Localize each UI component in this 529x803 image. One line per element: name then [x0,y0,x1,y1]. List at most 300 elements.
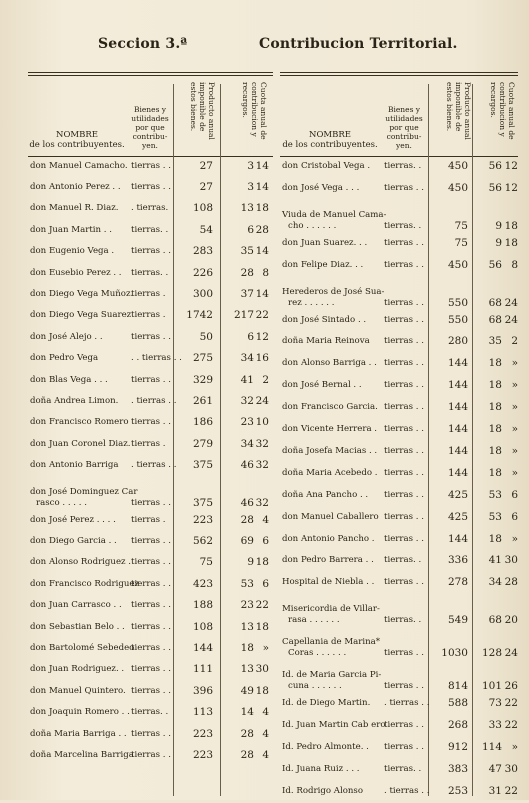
contributor-name: don Juan Suarez. . . [282,237,368,248]
annual-product: 814 [447,680,468,693]
quota-maravedis: 18 [255,556,269,569]
contributor-name: don Alonso Barriga . . [282,358,377,369]
name-column-header [28,130,126,150]
quota-reales: 23 [240,416,254,429]
contributor-name: don Manuel Quintero. [30,685,126,696]
annual-product: 75 [199,556,213,569]
table-row [280,233,518,255]
contributor-name: don José Perez . . . . [30,514,116,525]
table-row [28,306,273,327]
table-row [28,199,273,220]
section-title: Seccion 3.ª [98,36,188,52]
property-type: . . tierras . . [131,353,182,364]
property-type: tierras. . [384,555,422,566]
contributor-name: Id. Pedro Almonte. . [282,742,369,753]
quota-reales: 217 [233,309,254,322]
quota-reales: 68 [488,296,502,309]
property-type: tierras . . [384,577,424,588]
table-row [28,156,273,177]
quota-reales: 18 [488,379,502,392]
bienes-line: yen. [142,141,158,150]
annual-product: 278 [447,576,468,589]
table-row [280,353,518,375]
name-header-text: NOMBRE [56,130,98,140]
quota-maravedis: 30 [504,762,518,775]
bienes-line: Bienes y [387,105,421,114]
table-row [280,693,518,715]
quota-maravedis: 18 [504,219,518,232]
annual-product: 450 [447,258,468,271]
bienes-line: contribu- [132,132,168,141]
quota-reales: 101 [481,680,502,693]
quota-reales: 56 [488,258,502,271]
contributor-name: don Joaquin Romero . . [30,707,130,718]
cuota-column-header: Cuota anual de contribucion y recargos. [489,82,516,140]
bienes-column-header [128,105,172,150]
contributor-name: don José Vega . . . [282,182,360,193]
name-header-sub: de los contribuyentes. [29,140,125,150]
quota-maravedis: 4 [262,749,269,762]
contributor-name: doña Marcelina Barriga [30,750,134,761]
quota-maravedis: 24 [255,395,269,408]
property-type: tierras . . [384,742,424,753]
quota-maravedis: 14 [255,181,269,194]
quota-reales: 18 [488,423,502,436]
quota-reales: 6 [247,330,254,343]
property-type: tierras . . [384,237,424,248]
quota-maravedis: » [511,741,518,754]
quota-maravedis: 22 [504,719,518,732]
quota-reales: 37 [240,288,254,301]
bienes-line: por que [135,123,165,132]
quota-reales: 41 [488,554,502,567]
quota-maravedis: 4 [262,727,269,740]
quota-reales: 53 [488,510,502,523]
quota-maravedis: 20 [504,614,518,627]
property-type: tierras. . [384,220,422,231]
table-row [280,200,518,233]
annual-product: 329 [192,373,213,386]
contributor-name: don Manuel R. Diaz. [30,203,119,214]
annual-product: 75 [454,236,468,249]
property-type: tierras . . [384,681,424,692]
annual-product: 275 [192,352,213,365]
property-type: tierras . . [384,297,424,308]
name-header-sub: de los contribuyentes. [282,140,378,150]
quota-reales: 18 [488,401,502,414]
property-type: tierras . . [131,621,171,632]
quota-reales: 23 [240,599,254,612]
contributor-name: doña Andrea Limon. [30,396,119,407]
property-type: tierras . . [384,402,424,413]
quota-maravedis: 12 [255,330,269,343]
quota-reales: 28 [240,266,254,279]
annual-product: 375 [192,497,213,509]
quota-reales: 69 [240,535,254,548]
table-row [28,553,273,574]
bienes-column-header [382,105,426,150]
quota-maravedis: 12 [504,181,518,194]
contributor-name-continued: cuna . . . . . . [288,681,342,692]
quota-reales: 41 [240,373,254,386]
annual-product: 144 [447,423,468,436]
property-type: . tierras. [131,203,169,214]
quota-maravedis: 16 [255,352,269,365]
annual-product: 268 [447,719,468,732]
table-row [280,178,518,200]
table-row [280,551,518,573]
annual-product: 450 [447,181,468,194]
table-row [28,724,273,745]
property-type: tierras . [131,289,166,300]
quota-reales: 35 [240,245,254,258]
table-row [28,703,273,724]
contributor-name: Herederos de José Sua- [282,286,385,297]
quota-reales: 53 [488,488,502,501]
table-row [280,781,518,803]
quota-reales: 9 [495,236,502,249]
property-type: tierras . . [384,533,424,544]
quota-maravedis: 14 [255,288,269,301]
annual-product: 144 [447,357,468,370]
quota-maravedis: 22 [255,309,269,322]
contributor-name: don Antonio Pancho . [282,533,375,544]
table-row [28,263,273,284]
property-type: tierras . . [384,467,424,478]
contributor-name: don Pedro Vega [30,353,99,364]
property-type: tierras . . [384,314,424,325]
quota-reales: 68 [488,313,502,326]
producto-column-header: Producto anual imponible de estos bienes. [189,82,216,140]
table-row [28,434,273,455]
contributor-name: don Juan Rodriguez. . [30,664,125,675]
property-type: tierras. . [384,615,422,626]
quota-maravedis: 6 [262,577,269,590]
quota-maravedis: 6 [511,510,518,523]
quota-maravedis: 2 [262,373,269,386]
quota-reales: 35 [488,335,502,348]
contributor-name: don Eusebio Perez . . [30,267,122,278]
property-type: tierras. . [131,224,169,235]
annual-product: 27 [199,181,213,194]
quota-reales: 46 [240,459,254,472]
table-row [280,156,518,178]
top-rule [28,72,273,73]
table-row [280,627,518,660]
annual-product: 253 [447,784,468,797]
contributor-name: doña Maria Reinova [282,336,370,347]
quota-maravedis: 26 [504,680,518,693]
quota-reales: 18 [488,532,502,545]
table-row [280,507,518,529]
contributor-name: doña Maria Acebedo . [282,467,378,478]
property-type: tierras . . [131,331,171,342]
table-row [28,617,273,638]
annual-product: 280 [447,335,468,348]
bienes-line: por que [389,123,419,132]
table-row [28,477,273,510]
table-row [280,375,518,397]
annual-product: 108 [192,202,213,215]
contributor-name: Viuda de Manuel Cama- [282,209,387,220]
contributor-name: don Felipe Diaz. . . [282,259,364,270]
quota-reales: 13 [240,620,254,633]
quota-reales: 6 [247,223,254,236]
quota-maravedis: 22 [255,599,269,612]
annual-product: 50 [199,330,213,343]
property-type: tierras . . [131,728,171,739]
table-row [28,242,273,263]
property-type: . tierras . . [384,698,430,709]
contributor-name: don José Alejo . . [30,331,103,342]
column-headers [28,78,273,157]
property-type: tierras . . [131,374,171,385]
annual-product: 144 [447,466,468,479]
contributor-name: Id. Juana Ruiz . . . [282,763,360,774]
property-type: tierras . . [131,182,171,193]
contributor-name: don Antonio Barriga [30,460,119,471]
quota-maravedis: 24 [504,313,518,326]
quota-reales: 56 [488,181,502,194]
quota-maravedis: 22 [504,784,518,797]
annual-product: 562 [192,535,213,548]
contributor-name-continued: rasco . . . . . [36,498,87,508]
property-type: tierras . . [384,489,424,500]
property-type: tierras . . [384,259,424,270]
table-row [28,370,273,391]
bienes-line: Bienes y [133,105,167,114]
property-type: tierras . . [131,417,171,428]
table-row [28,531,273,552]
quota-reales: 34 [240,437,254,450]
quota-reales: 73 [488,697,502,710]
table-row [28,284,273,305]
contributor-name: doña Josefa Macias . . [282,445,378,456]
property-type: tierras . . [131,557,171,568]
annual-product: 423 [192,577,213,590]
annual-product: 144 [447,379,468,392]
annual-product: 226 [192,266,213,279]
annual-product: 375 [192,459,213,472]
contributor-name: don Juan Martin . . [30,224,113,235]
quota-maravedis: 12 [504,159,518,172]
quota-maravedis: 24 [504,647,518,660]
annual-product: 1742 [186,309,213,322]
quota-maravedis: 6 [511,488,518,501]
contributor-name: don Eugenio Vega . [30,246,115,257]
annual-product: 1030 [441,647,468,660]
contributor-name: Id. de Diego Martin. [282,698,371,709]
annual-product: 912 [447,741,468,754]
contributor-name: don Diego Vega Muñoz. [30,289,134,300]
contributor-name: Id. de Maria Garcia Pi- [282,670,382,681]
table-row [280,572,518,594]
property-type: tierras. . [384,763,422,774]
quota-reales: 28 [240,727,254,740]
quota-maravedis: 6 [262,535,269,548]
table-row [28,638,273,659]
contributor-name: don Diego Vega Suarez [30,310,132,321]
property-type: . tierras . . [131,460,177,471]
annual-product: 54 [199,223,213,236]
contributor-name: don Francisco Garcia. [282,402,378,413]
name-header-text: NOMBRE [309,130,351,140]
property-type: tierras. . [384,160,422,171]
property-type: tierras . . [384,182,424,193]
contributor-name: don Juan Carrasco . . [30,600,122,611]
contributor-name: Hospital de Niebla . . [282,577,375,588]
property-type: tierras . [131,438,166,449]
contributor-name: doña Maria Barriga . . [30,728,127,739]
table-row [28,349,273,370]
quota-maravedis: 32 [255,437,269,450]
property-type: . tierras . . [384,785,430,796]
bienes-line: contribu- [386,132,422,141]
annual-product: 223 [192,513,213,526]
annual-product: 144 [447,444,468,457]
quota-reales: 28 [240,513,254,526]
contributor-name: Capellania de Marina* [282,637,381,648]
property-type: tierras . . [131,750,171,761]
annual-product: 588 [447,697,468,710]
bienes-line: utilidades [385,114,423,123]
quota-reales: 28 [240,749,254,762]
quota-maravedis: 18 [255,202,269,215]
quota-reales: 32 [240,395,254,408]
table-row [280,529,518,551]
quota-maravedis: 28 [255,223,269,236]
property-type: tierras . . [131,246,171,257]
quota-reales: 13 [240,202,254,215]
property-type: tierras . . [384,445,424,456]
contributor-name: don José Sintado . . [282,314,367,325]
property-type: tierras . . [131,498,171,508]
quota-reales: 9 [495,219,502,232]
table-row [28,456,273,477]
table-row [280,397,518,419]
table-row [280,332,518,354]
table-row [28,413,273,434]
annual-product: 550 [447,313,468,326]
table-row [280,419,518,441]
table-row [28,220,273,241]
quota-reales: 3 [247,159,254,172]
contributor-name: don Cristobal Vega . [282,160,371,171]
property-type: tierras . . [131,536,171,547]
table-row [28,596,273,617]
contributor-name: Id. Juan Martin Cab ero [282,720,386,731]
contributor-name: don Bartolomé Sebedeo [30,643,135,654]
quota-maravedis: 32 [255,459,269,472]
contributor-name: don Sebastian Belo . . [30,621,125,632]
table-row [28,391,273,412]
table-row [280,277,518,310]
quota-maravedis: 18 [255,684,269,697]
annual-product: 144 [447,532,468,545]
contributor-name: don Manuel Caballero [282,511,379,522]
annual-product: 261 [192,395,213,408]
contributor-name: don Francisco Rodriguez [30,578,140,589]
annual-product: 113 [192,706,213,719]
table-row [28,177,273,198]
quota-reales: 9 [247,556,254,569]
quota-reales: 18 [488,357,502,370]
quota-reales: 18 [488,444,502,457]
quota-maravedis: 32 [255,497,269,509]
table-row [28,681,273,702]
contributor-name: don Manuel Camacho. [30,160,128,171]
annual-product: 223 [192,727,213,740]
annual-product: 336 [447,554,468,567]
property-type: tierras . . [384,336,424,347]
annual-product: 396 [192,684,213,697]
quota-maravedis: 18 [504,236,518,249]
annual-product: 425 [447,510,468,523]
quota-reales: 18 [488,466,502,479]
table-row [28,327,273,348]
property-type: tierras . . [384,511,424,522]
bienes-line: utilidades [131,114,169,123]
quota-maravedis: 14 [255,245,269,258]
quota-reales: 49 [240,684,254,697]
table-row [280,594,518,627]
annual-product: 75 [454,219,468,232]
property-type: tierras . . [131,685,171,696]
annual-product: 27 [199,159,213,172]
annual-product: 450 [447,159,468,172]
table-row [280,759,518,781]
annual-product: 550 [447,296,468,309]
quota-reales: 33 [488,719,502,732]
contributor-name: don José Bernal . . [282,380,362,391]
annual-product: 108 [192,620,213,633]
quota-maravedis: 30 [504,554,518,567]
contributor-name: don Blas Vega . . . [30,374,108,385]
contributor-name: don Juan Coronel Diaz. [30,438,131,449]
table-row [280,441,518,463]
quota-maravedis: 4 [262,706,269,719]
quota-maravedis: 4 [262,513,269,526]
cuota-column-header: Cuota anual de contribucion y recargos. [241,82,268,140]
contributor-name-continued: rasa . . . . . . [288,615,340,626]
property-type: . tierras . . [131,396,177,407]
annual-product: 279 [192,437,213,450]
table-row [280,310,518,332]
quota-maravedis: 24 [504,296,518,309]
table-row [28,745,273,766]
quota-maravedis: 2 [511,335,518,348]
property-type: tierras . . [131,643,171,654]
property-type: tierras. . [131,707,169,718]
quota-reales: 128 [481,647,502,660]
property-type: tierras . . [131,664,171,675]
property-type: tierras . . [384,424,424,435]
contributor-name: don Vicente Herrera . [282,424,378,435]
contribution-title: Contribucion Territorial. [259,36,458,52]
contributor-name-continued: rez . . . . . . [288,297,335,308]
quota-maravedis: » [511,357,518,370]
bienes-line: yen. [396,141,412,150]
annual-product: 188 [192,599,213,612]
quota-maravedis: 22 [504,697,518,710]
quota-maravedis: » [511,466,518,479]
quota-reales: 34 [488,576,502,589]
property-type: tierras . . [384,380,424,391]
annual-product: 383 [447,762,468,775]
contributor-name: don Alonso Rodriguez . [30,557,132,568]
quota-reales: 34 [240,352,254,365]
property-type: tierras . [131,514,166,525]
